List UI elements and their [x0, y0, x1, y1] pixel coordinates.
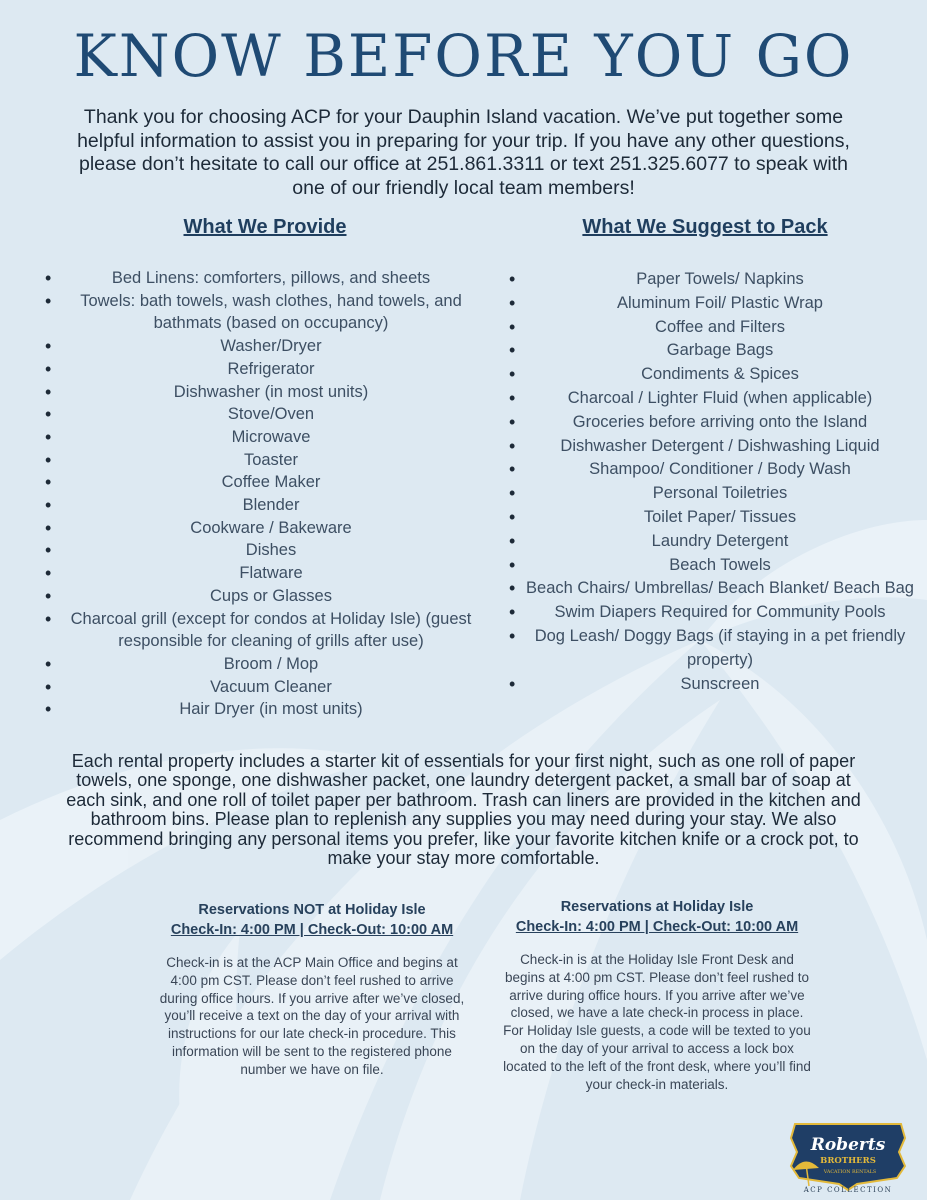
- list-item-text: • Groceries before arriving onto the Island: [572, 412, 868, 431]
- provide-list: [55, 267, 475, 721]
- list-item-text: • Laundry Detergent: [651, 531, 789, 550]
- list-item-text: • Coffee and Filters: [655, 317, 785, 336]
- list-item-text: • Washer/Dryer: [220, 337, 322, 356]
- list-item-text: • Dishwasher Detergent / Dishwashing Liquid: [560, 436, 880, 455]
- list-item-text: • Stove/Oven: [227, 405, 315, 424]
- list-item: [55, 403, 475, 426]
- list-item-text: • Vacuum Cleaner: [210, 677, 332, 696]
- essentials-paragraph: Each rental property includes a starter kit of essentials for your first night, such as one roll of paper towels, one sponge, one dishwasher packet, one laundry detergent packet, a small bar of soap at each sink, and one roll of toilet paper per bathroom. Trash can liners are provided in the kitchen and bathroom bins. Please plan to replenish any supplies you may need during your stay. We also recommend bringing any personal items you prefer, like your favorite kitchen knife or a crock pot, to make your stay more comfortable.: [66, 751, 861, 869]
- list-item: [505, 268, 915, 292]
- list-item-text: • Coffee Maker: [221, 473, 321, 492]
- svg-text:VACATION RENTALS: VACATION RENTALS: [823, 1170, 877, 1175]
- list-item: [505, 387, 915, 411]
- list-item: [505, 673, 915, 697]
- list-item-text: • Towels: bath towels, wash clothes, hand towels, and bathmats (based on occupancy): [80, 291, 462, 333]
- list-item: [505, 482, 915, 506]
- list-item-text: • Beach Towels: [669, 555, 771, 574]
- list-item: [505, 363, 915, 387]
- list-item: [505, 554, 915, 578]
- list-item-text: • Broom / Mop: [223, 654, 319, 673]
- res-body: Check-in is at the ACP Main Office and begins at 4:00 pm CST. Please don’t feel rushed to arrive during office hours. If you arrive after we’ve closed, you’ll receive a text on the day of your arrival with instructions for our late check-in procedure. This information will be sent to the registered phone number we have on file.: [159, 955, 465, 1077]
- list-item: [505, 625, 915, 673]
- list-item-text: • Blender: [242, 496, 300, 515]
- list-item: [55, 539, 475, 562]
- list-item-text: • Beach Chairs/ Umbrellas/ Beach Blanket/ Beach Bag: [526, 579, 914, 598]
- res-title: Reservations NOT at Holiday Isle: [198, 902, 426, 918]
- list-item: [55, 335, 475, 358]
- list-item-text: • Flatware: [239, 564, 303, 583]
- svg-text:Roberts: Roberts: [810, 1135, 886, 1155]
- list-item-text: • Cups or Glasses: [210, 586, 332, 605]
- intro-paragraph: Thank you for choosing ACP for your Dauphin Island vacation. We’ve put together some helpful information to assist you in preparing for your trip. If you have any other questions, please don’t hesitate to call our office at 251.861.3311 or text 251.325.6077 to speak with one of our friendly local team members!: [77, 106, 850, 199]
- list-item-text: • Dishes: [245, 541, 297, 560]
- list-item-text: • Refrigerator: [227, 359, 315, 378]
- list-item: [505, 339, 915, 363]
- pack-list: [505, 268, 915, 696]
- list-item: [55, 562, 475, 585]
- list-item: [55, 517, 475, 540]
- res-title: Reservations at Holiday Isle: [560, 899, 754, 915]
- list-item-text: • Dog Leash/ Doggy Bags (if staying in a pet friendly property): [534, 626, 906, 669]
- list-item-text: • Garbage Bags: [666, 341, 774, 360]
- list-item-text: • Charcoal grill (except for condos at Holiday Isle) (guest responsible for cleaning of grills after use): [70, 609, 472, 651]
- list-item: [505, 292, 915, 316]
- list-item: [55, 698, 475, 721]
- list-item: [505, 458, 915, 482]
- list-item: [55, 494, 475, 517]
- list-item: [55, 358, 475, 381]
- list-item-text: • Condiments & Spices: [641, 365, 799, 384]
- reservations-not-holiday-isle: [157, 900, 467, 1079]
- list-item: [55, 267, 475, 290]
- list-item: [505, 435, 915, 459]
- list-item: [55, 290, 475, 335]
- list-item-text: • Toaster: [243, 450, 299, 469]
- list-item: [505, 577, 915, 601]
- list-item-text: • Bed Linens: comforters, pillows, and sheets: [111, 269, 431, 287]
- page-title: KNOW BEFORE YOU GO: [73, 22, 854, 90]
- list-item-text: • Shampoo/ Conditioner / Body Wash: [589, 460, 851, 479]
- list-item: [55, 676, 475, 699]
- list-item-text: • Charcoal / Lighter Fluid (when applicable): [567, 388, 873, 407]
- list-item: [55, 449, 475, 472]
- list-item: [505, 316, 915, 340]
- list-item-text: • Aluminum Foil/ Plastic Wrap: [616, 293, 823, 312]
- list-item-text: • Hair Dryer (in most units): [179, 700, 363, 719]
- list-item: [55, 585, 475, 608]
- list-item: [55, 653, 475, 676]
- svg-text:BROTHERS: BROTHERS: [820, 1156, 876, 1166]
- list-item-text: • Dishwasher (in most units): [173, 382, 369, 401]
- list-item: [55, 381, 475, 404]
- list-item-text: • Paper Towels/ Napkins: [636, 270, 804, 288]
- list-item-text: • Toilet Paper/ Tissues: [643, 507, 797, 526]
- list-item: [505, 530, 915, 554]
- list-item-text: • Cookware / Bakeware: [190, 518, 352, 537]
- res-times: Check-In: 4:00 PM | Check-Out: 10:00 AM: [170, 922, 454, 938]
- list-item: [55, 471, 475, 494]
- list-item: [55, 426, 475, 449]
- list-item-text: • Swim Diapers Required for Community Pools: [554, 603, 886, 622]
- logo-tagline: ACP COLLECTION: [803, 1186, 893, 1194]
- list-item-text: • Microwave: [231, 427, 311, 446]
- list-item: [505, 411, 915, 435]
- list-item: [505, 506, 915, 530]
- res-times: Check-In: 4:00 PM | Check-Out: 10:00 AM: [515, 919, 799, 935]
- reservations-holiday-isle: [502, 897, 812, 1093]
- res-body: Check-in is at the Holiday Isle Front Desk and begins at 4:00 pm CST. Please don’t feel rushed to arrive during office hours. If you arrive after we’ve closed, we have a late check-in process in place. For Holiday Isle guests, a code will be texted to you on the day of your arrival to access a lock box located to the left of the front desk, where you’ll find your check-in materials.: [503, 952, 811, 1092]
- list-item-text: • Personal Toiletries: [652, 484, 788, 503]
- list-item: [505, 601, 915, 625]
- list-item-text: • Sunscreen: [680, 674, 760, 693]
- provide-heading: What We Provide: [183, 216, 347, 238]
- list-item: [55, 608, 475, 653]
- pack-heading: What We Suggest to Pack: [582, 216, 828, 238]
